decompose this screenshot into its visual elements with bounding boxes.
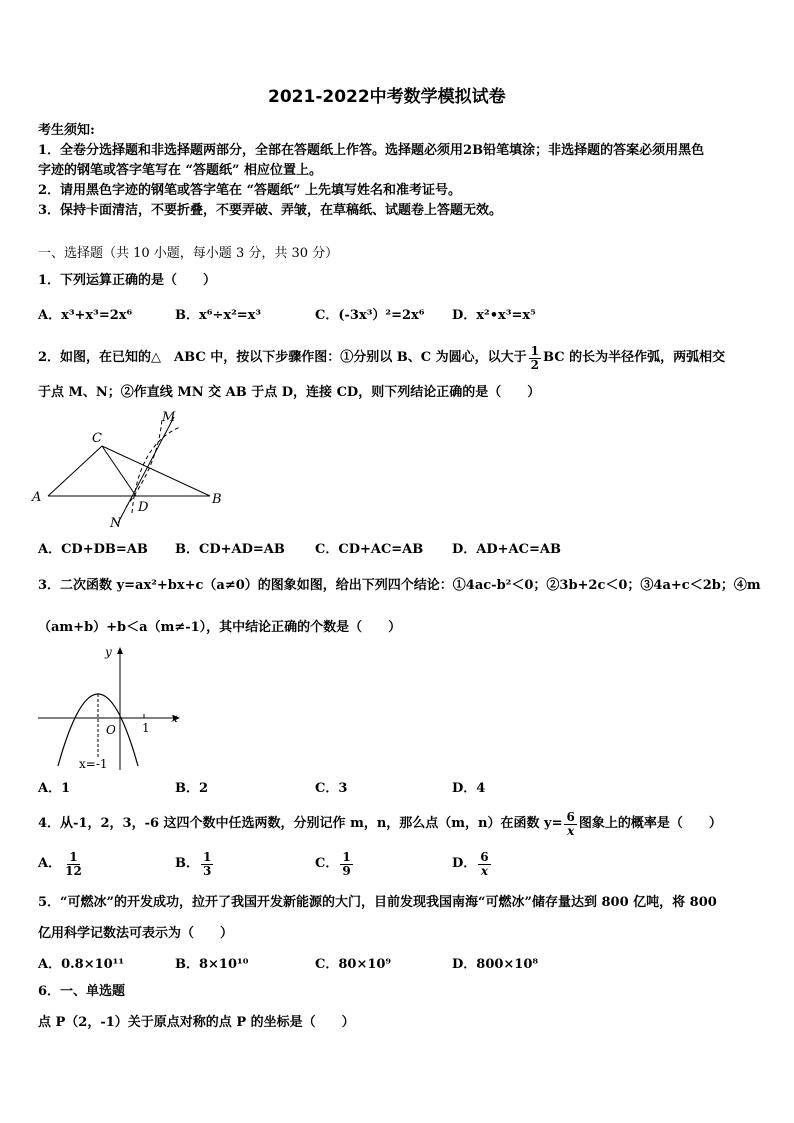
q2-stem-line-2: 于点 M、N；②作直线 MN 交 AB 于点 D，连接 CD，则下列结论正确的是（ ） — [38, 385, 541, 400]
notice-heading: 考生须知: — [38, 123, 95, 138]
q4-fraction-num: 6 — [566, 809, 575, 824]
section-heading: 一、选择题（共 10 小题，每小题 3 分，共 30 分） — [38, 246, 339, 261]
q4-option-a-den: 12 — [65, 863, 82, 878]
q4-fraction — [564, 811, 576, 838]
label-b: B — [212, 492, 222, 507]
segment-ac — [48, 446, 102, 496]
q4-stem-a: 4．从-1，2，3，-6 这四个数中任选两数，分别记作 m，n，那么点（m，n）在函数 y= — [38, 816, 563, 831]
q4-option-a — [38, 846, 86, 882]
label-d: D — [138, 500, 149, 515]
q5-option-c: C．80×10⁹ — [315, 957, 392, 972]
q4-option-b-den: 3 — [203, 863, 212, 878]
q2-option-c: C．CD+AC=AB — [315, 542, 424, 557]
notice-line-3: 2．请用黑色字迹的钢笔或答字笔在 “答题纸” 上先填写姓名和准考证号。 — [38, 183, 462, 198]
q4-option-c-label: C． — [315, 856, 339, 871]
label-symmetry: x=-1 — [79, 757, 108, 771]
q4-option-a-label: A． — [38, 856, 62, 871]
q4-option-c — [315, 846, 355, 882]
label-m: M — [162, 410, 176, 425]
q2-option-d: D．AD+AC=AB — [452, 542, 561, 557]
q2-stem-b: BC 的长为半径作弧，两弧相交 — [542, 350, 726, 365]
q2-fraction-den: 2 — [530, 357, 539, 372]
label-y: y — [105, 645, 112, 659]
q4-option-d-den: x — [480, 863, 489, 878]
q2-option-a: A．CD+DB=AB — [38, 542, 148, 557]
q4-option-c-den: 9 — [342, 863, 351, 878]
label-n: N — [110, 516, 122, 531]
q2-fraction — [529, 345, 541, 372]
q3-option-a: A．1 — [38, 781, 71, 796]
parabola-figure — [34, 642, 194, 774]
q4-option-d-num: 6 — [480, 849, 489, 864]
q3-stem-line-1: 3．二次函数 y=ax²+bx+c（a≠0）的图象如图，给出下列四个结论：①4ac-b²＜0；②3b+2c＜0；③4a+c＜2b；④m — [38, 578, 761, 593]
q4-option-b-num: 1 — [203, 849, 212, 864]
q2-option-b: B．CD+AD=AB — [175, 542, 285, 557]
q5-option-a: A．0.8×10¹¹ — [38, 957, 125, 972]
q3-stem-line-2: （am+b）+b＜a（m≠-1），其中结论正确的个数是（ ） — [38, 620, 402, 635]
segment-cb — [102, 446, 210, 496]
q4-option-b-label: B． — [175, 856, 199, 871]
q4-option-b — [175, 846, 215, 882]
label-x: x — [171, 711, 178, 725]
q4-option-c-num: 1 — [342, 849, 351, 864]
q2-fraction-num: 1 — [530, 343, 539, 358]
q4-option-a-num: 1 — [69, 849, 78, 864]
q5-stem-line-1: 5．“可燃冰”的开发成功，拉开了我国开发新能源的大门，目前发现我国南海“可燃冰”储存量达到 800 亿吨，将 800 — [38, 895, 717, 910]
q3-option-c: C．3 — [315, 781, 348, 796]
notice-line-4: 3．保持卡面清洁，不要折叠，不要弄破、弄皱，在草稿纸、试题卷上答题无效。 — [38, 203, 503, 218]
label-origin: O — [106, 723, 116, 737]
q1-option-c: C．(-3x³）²=2x⁶ — [315, 308, 425, 323]
q3-option-d: D．4 — [452, 781, 486, 796]
label-one: 1 — [142, 721, 150, 735]
q6-heading: 6．一、单选题 — [38, 984, 126, 999]
q1-stem: 1．下列运算正确的是（ ） — [38, 273, 217, 288]
q4-stem — [38, 806, 722, 842]
q1-option-a: A．x³+x³=2x⁶ — [38, 308, 133, 323]
q5-stem-line-2: 亿用科学记数法可表示为（ ） — [38, 926, 234, 941]
q2-stem-line-1 — [38, 340, 725, 376]
y-axis-arrow — [117, 647, 123, 654]
q2-stem-a: 2．如图，在已知的△ ABC 中，按以下步骤作图：①分别以 B、C 为圆心，以大于 — [38, 350, 527, 365]
q5-option-d: D．800×10⁸ — [452, 957, 539, 972]
notice-line-1: 1．全卷分选择题和非选择题两部分，全部在答题纸上作答。选择题必须用2B铅笔填涂；非选择题的答案必须用黑色 — [38, 143, 705, 158]
page-title: 2021-2022中考数学模拟试卷 — [268, 87, 506, 107]
label-c: C — [92, 431, 102, 446]
q6-stem: 点 P（2，-1）关于原点对称的点 P 的坐标是（ ） — [38, 1015, 355, 1030]
label-a: A — [32, 490, 42, 505]
q4-stem-b: 图象上的概率是（ ） — [578, 816, 722, 831]
q4-option-d-label: D． — [452, 856, 477, 871]
q3-option-b: B．2 — [175, 781, 209, 796]
q5-option-b: B．8×10¹⁰ — [175, 957, 249, 972]
q4-option-d — [452, 846, 493, 882]
notice-line-2: 字迹的钢笔或答字笔写在 “答题纸” 相应位置上。 — [38, 163, 323, 178]
q4-fraction-den: x — [567, 823, 575, 838]
triangle-figure — [30, 405, 230, 535]
q1-option-b: B．x⁶÷x²=x³ — [175, 308, 262, 323]
q1-option-d: D．x²•x³=x⁵ — [452, 308, 536, 323]
